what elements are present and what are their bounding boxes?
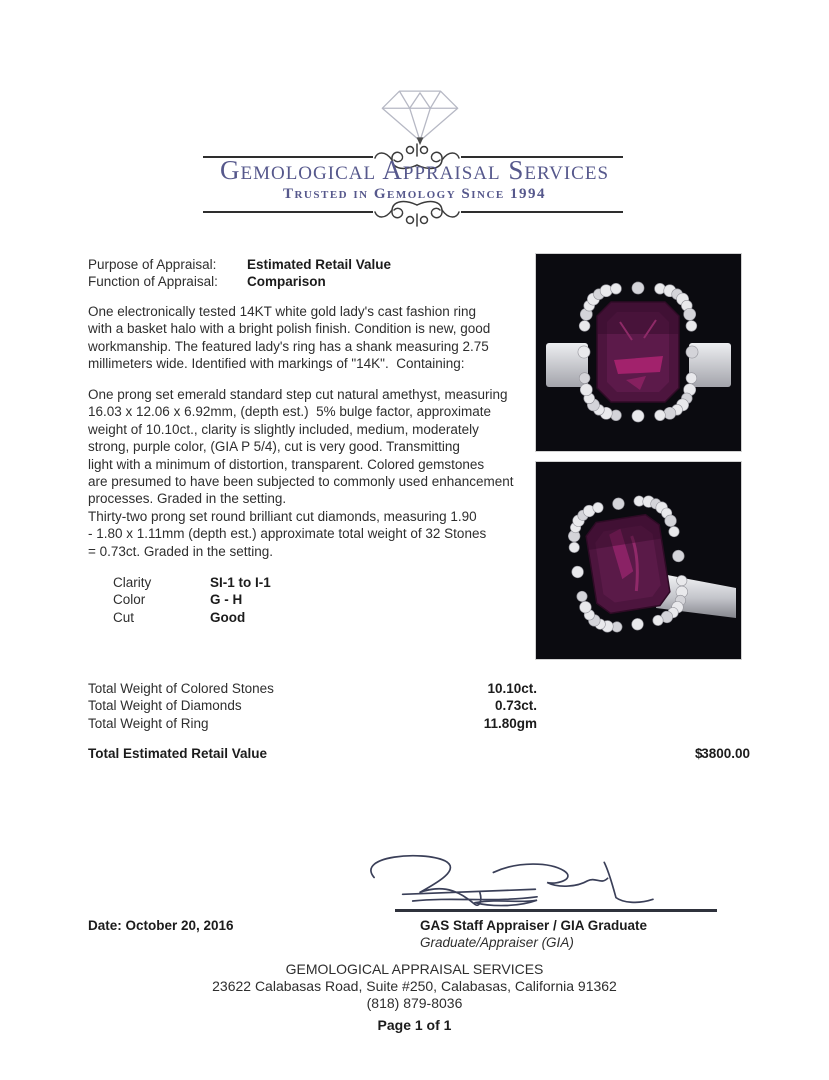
cut-value: Good <box>210 609 246 625</box>
ring-photo-side-view <box>535 461 742 660</box>
purpose-label: Purpose of Appraisal: <box>88 257 217 272</box>
grade-row-cut <box>113 609 271 626</box>
retail-value-label: Total Estimated Retail Value <box>88 746 268 761</box>
description-paragraph-amethyst: One prong set emerald standard step cut natural amethyst, measuring 16.03 x 12.06 x 6.92mm, (depth est.) 5% bulge factor, approximate weight of 10.10ct., clarity is slightly included, medium, moderately strong, purple color, (GIA P 5/4), cut is very good. Transmitting light with a minimum of distortion, transparent. Colored gemstones are presumed to have been subjected to commonly used enhancement processes. Graded in the setting. <box>88 387 514 507</box>
flourish-ornament-bottom <box>373 196 461 229</box>
description-paragraph-ring: One electronically tested 14KT white gold lady's cast fashion ring with a basket halo with a bright polish finish. Condition is new, good workmanship. The featured lady's ring has a shank measuring 2.75 millimeters wide. Identified with markings of "14K". Containing: <box>88 304 491 372</box>
colored-stones-label: Total Weight of Colored Stones <box>88 681 274 696</box>
diamond-grades-table <box>113 574 271 626</box>
diamonds-weight-label: Total Weight of Diamonds <box>88 698 242 714</box>
retail-currency: $ <box>695 746 703 761</box>
grade-row-color <box>113 591 271 608</box>
appraiser-subtitle: Graduate/Appraiser (GIA) <box>420 935 574 951</box>
total-row-diamonds <box>88 697 537 714</box>
clarity-value: SI-1 to I-1 <box>210 575 271 590</box>
color-value: G - H <box>210 592 243 608</box>
footer-phone: (818) 879-8036 <box>366 995 463 1011</box>
ring-photo-top-view <box>535 253 742 452</box>
diamonds-weight-value: 0.73ct. <box>494 698 537 714</box>
retail-amount: 3800.00 <box>701 746 750 761</box>
divider-line <box>461 211 623 213</box>
cut-label: Cut <box>113 609 135 625</box>
org-title: Gemological Appraisal Services <box>219 155 610 185</box>
org-tagline: Trusted in Gemology Since 1994 <box>282 186 547 202</box>
ring-weight-value: 11.80gm <box>483 715 537 731</box>
grade-row-clarity <box>113 574 271 591</box>
appraiser-title: GAS Staff Appraiser / GIA Graduate <box>420 918 648 933</box>
colored-stones-value: 10.10ct. <box>487 681 537 696</box>
footer-address: 23622 Calabasas Road, Suite #250, Calabasas, California 91362 <box>212 978 617 994</box>
color-label: Color <box>113 592 146 608</box>
purpose-value: Estimated Retail Value <box>247 257 392 272</box>
amethyst-gem <box>584 513 671 615</box>
divider-line <box>203 211 373 213</box>
function-value: Comparison <box>247 274 326 290</box>
appraiser-signature <box>322 846 658 914</box>
appraisal-date: Date: October 20, 2016 <box>88 918 234 933</box>
weights-table <box>88 680 537 732</box>
purpose-row <box>88 256 391 273</box>
description-paragraph-diamonds: Thirty-two prong set round brilliant cut diamonds, measuring 1.90 - 1.80 x 1.11mm (depth est.) approximate total weight of 32 Stones = 0.73ct. Graded in the setting. <box>88 509 487 559</box>
clarity-label: Clarity <box>113 575 152 590</box>
footer-org-name: GEMOLOGICAL APPRAISAL SERVICES <box>285 961 544 977</box>
signature-rule <box>395 909 717 912</box>
footer-page-info: Page 1 of 1 <box>377 1017 452 1033</box>
function-label: Function of Appraisal: <box>88 274 218 290</box>
ring-weight-label: Total Weight of Ring <box>88 715 209 731</box>
appraisal-purpose-section <box>88 256 391 291</box>
diamond-logo-icon <box>377 86 463 146</box>
total-row-colored-stones <box>88 680 537 697</box>
amethyst-gem <box>597 302 679 402</box>
total-row-ring <box>88 715 537 732</box>
function-row <box>88 273 391 290</box>
appraiser-block <box>420 917 647 952</box>
